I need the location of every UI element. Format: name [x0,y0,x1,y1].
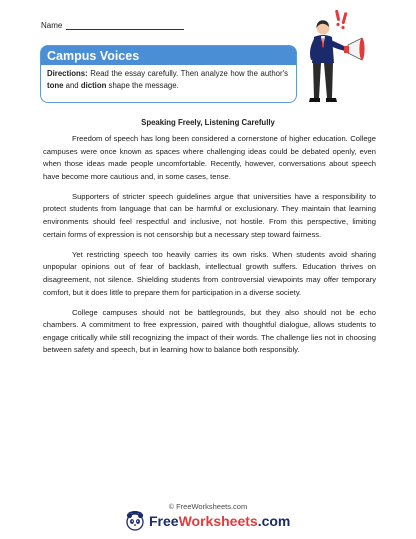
footer-url[interactable] [0,502,416,511]
tone-keyword: tone [47,81,64,90]
essay-paragraph: College campuses should not be battlegrounds, but they also should not be echo chambers. A commitment to free expression, paired with thoughtful dialogue, allows students to engage critically while still recognizing the impact of their words. The challenge lies not in choosing between safety and speech, but in learning how to balance both responsibly. [43,307,376,355]
essay-title: Speaking Freely, Listening Carefully [141,118,275,127]
essay-paragraph: Yet restricting speech too heavily carries its own risks. When students avoid sharing unpopular opinions out of fear of backlash, intellectual growth suffers. Education thrives on disagreement, not silence. Shielding students from controversial viewpoints may offer temporary comfort, but it does little to prepare them for participation in a diverse society. [43,249,376,297]
footer-url-text: FreeWorksheets.com [176,502,248,511]
essay-paragraph: Supporters of stricter speech guidelines argue that universities have a responsibility to protect students from language that can be harmful or exclusionary. They maintain that learning environments should feel respectful and inclusive, not hostile. From this perspective, limiting certain forms of expression is not censorship but a necessary step toward fairness. [43,191,376,239]
name-input-line[interactable] [66,21,184,30]
megaphone-person-illustration [296,8,380,106]
directions-text: Directions: Read the essay carefully. Then analyze how the author's tone and diction shape the message. [47,69,288,90]
name-field-row [41,21,184,30]
brand-wordmark: FreeWorksheets.com [149,513,291,529]
name-label: Name [41,21,63,30]
diction-keyword: diction [80,81,107,90]
copyright-symbol: © [168,504,174,511]
essay-body [43,133,376,365]
essay-paragraph: Freedom of speech has long been considered a cornerstone of higher education. College campuses were once known as spaces where challenging ideas could be debated openly, even when those ideas made people uncomfortable. Recently, however, conversations about speech have become more cautious and, in some cases, tense. [43,134,376,181]
brand-logo[interactable] [125,511,325,531]
worksheet-title: Campus Voices [41,46,296,65]
header-box [40,45,297,103]
panda-logo-icon [125,511,145,531]
directions-label: Directions: [47,69,88,78]
